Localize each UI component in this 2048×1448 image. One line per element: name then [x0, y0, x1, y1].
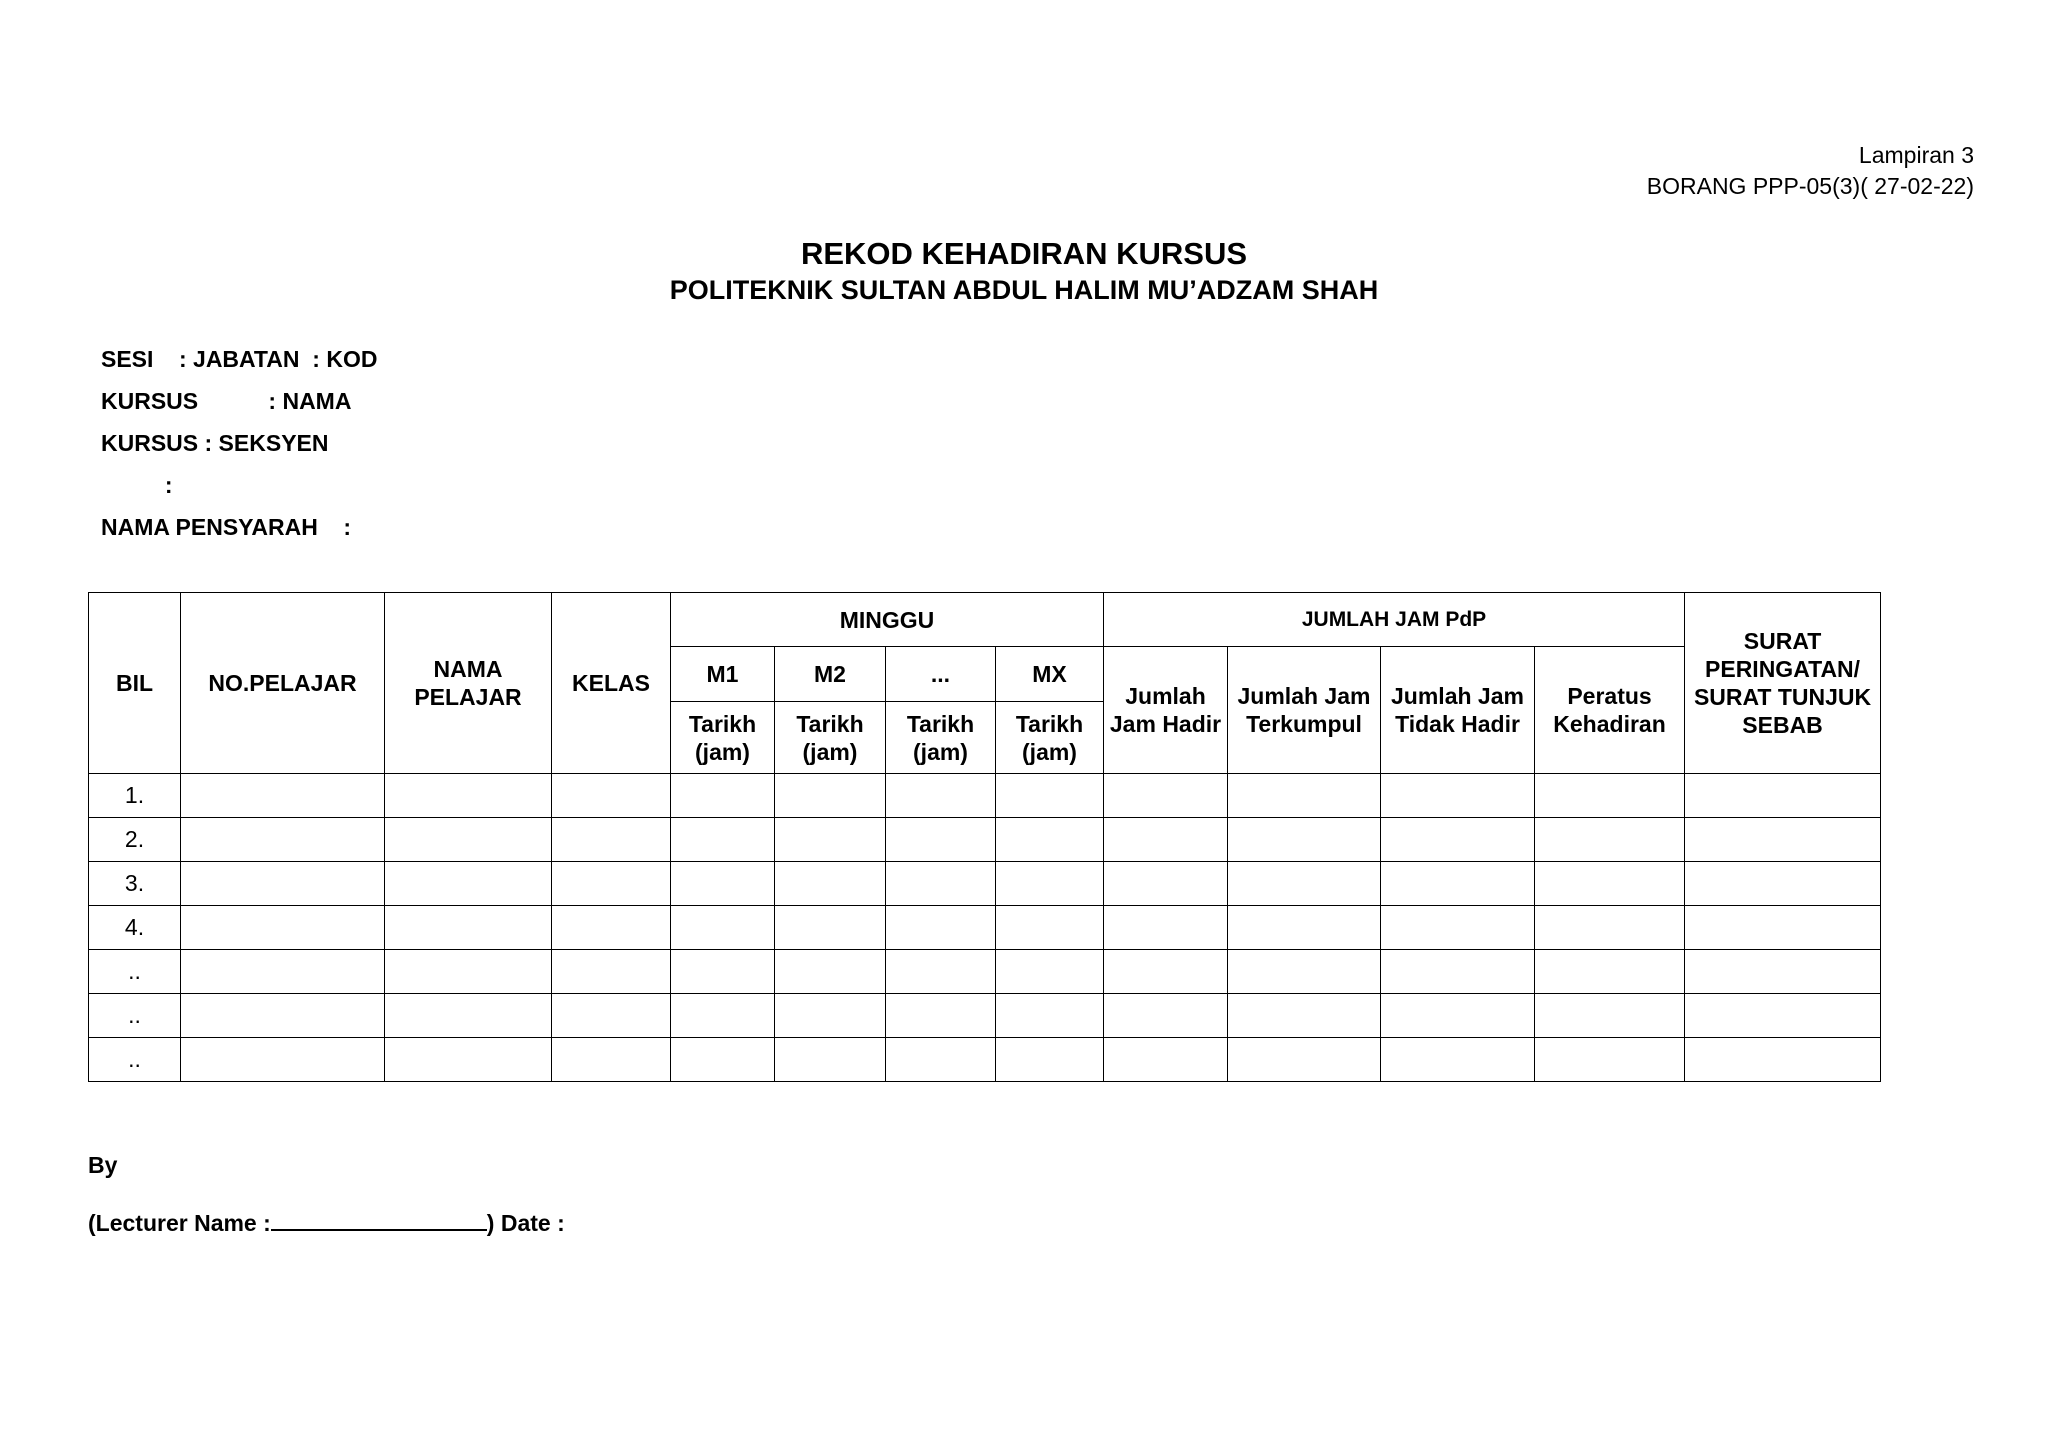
table-row — [89, 906, 1881, 950]
table-cell[interactable] — [181, 906, 385, 950]
table-cell[interactable] — [886, 1038, 996, 1082]
table-cell[interactable] — [775, 994, 886, 1038]
table-cell[interactable] — [1535, 774, 1685, 818]
row-number: 4. — [89, 906, 181, 950]
col-header-no-pelajar: NO.PELAJAR — [181, 593, 385, 774]
date-label: ) Date : — [486, 1210, 565, 1236]
table-row — [89, 818, 1881, 862]
table-cell[interactable] — [181, 994, 385, 1038]
table-cell[interactable] — [1104, 994, 1228, 1038]
table-cell[interactable] — [1104, 906, 1228, 950]
col-header-jumlah-jam-hadir: Jumlah Jam Hadir — [1104, 647, 1228, 774]
table-cell[interactable] — [385, 906, 552, 950]
form-reference — [1647, 140, 1974, 202]
table-cell[interactable] — [671, 774, 775, 818]
table-cell[interactable] — [385, 950, 552, 994]
week-header-ellipsis: ... — [886, 647, 996, 702]
row-number: .. — [89, 950, 181, 994]
table-cell[interactable] — [1685, 818, 1881, 862]
table-cell[interactable] — [996, 818, 1104, 862]
info-line-colon: : — [101, 472, 173, 498]
info-line-session: SESI : JABATAN : KOD — [101, 346, 378, 372]
table-cell[interactable] — [671, 1038, 775, 1082]
table-cell[interactable] — [1685, 1038, 1881, 1082]
row-number: 1. — [89, 774, 181, 818]
week-header-mx: MX — [996, 647, 1104, 702]
table-row — [89, 994, 1881, 1038]
lecturer-name-blank[interactable] — [271, 1207, 487, 1231]
table-cell[interactable] — [1228, 994, 1381, 1038]
table-row — [89, 774, 1881, 818]
attendance-table — [88, 592, 1881, 1082]
table-cell[interactable] — [1104, 950, 1228, 994]
table-cell[interactable] — [1535, 862, 1685, 906]
col-header-surat: SURAT PERINGATAN/ SURAT TUNJUK SEBAB — [1685, 593, 1881, 774]
table-cell[interactable] — [1104, 774, 1228, 818]
table-cell[interactable] — [1535, 950, 1685, 994]
table-cell[interactable] — [775, 1038, 886, 1082]
course-info — [101, 338, 377, 548]
table-cell[interactable] — [181, 950, 385, 994]
table-cell[interactable] — [1104, 862, 1228, 906]
table-cell[interactable] — [775, 906, 886, 950]
tarikh-header: Tarikh (jam) — [671, 702, 775, 774]
table-cell[interactable] — [886, 774, 996, 818]
table-cell[interactable] — [996, 994, 1104, 1038]
table-cell[interactable] — [181, 862, 385, 906]
table-cell[interactable] — [552, 862, 671, 906]
table-cell[interactable] — [671, 862, 775, 906]
table-cell[interactable] — [385, 774, 552, 818]
table-cell[interactable] — [385, 818, 552, 862]
table-cell[interactable] — [1228, 950, 1381, 994]
table-cell[interactable] — [1228, 1038, 1381, 1082]
table-cell[interactable] — [1104, 1038, 1228, 1082]
table-cell[interactable] — [552, 774, 671, 818]
col-header-nama-pelajar: NAMA PELAJAR — [385, 593, 552, 774]
table-cell[interactable] — [671, 950, 775, 994]
table-row — [89, 950, 1881, 994]
table-cell[interactable] — [1381, 994, 1535, 1038]
table-cell[interactable] — [1228, 906, 1381, 950]
table-cell[interactable] — [671, 818, 775, 862]
form-code: BORANG PPP-05(3)( 27-02-22) — [1646, 173, 1974, 199]
table-row — [89, 862, 1881, 906]
table-cell[interactable] — [886, 950, 996, 994]
table-cell[interactable] — [552, 1038, 671, 1082]
col-header-kelas: KELAS — [552, 593, 671, 774]
tarikh-header: Tarikh (jam) — [886, 702, 996, 774]
table-cell[interactable] — [1535, 906, 1685, 950]
table-cell[interactable] — [181, 818, 385, 862]
table-cell[interactable] — [1535, 1038, 1685, 1082]
table-cell[interactable] — [1381, 774, 1535, 818]
row-number: .. — [89, 1038, 181, 1082]
tarikh-header: Tarikh (jam) — [775, 702, 886, 774]
table-cell[interactable] — [996, 774, 1104, 818]
header-row-1 — [89, 593, 1881, 647]
table-cell[interactable] — [1381, 906, 1535, 950]
table-cell[interactable] — [1535, 818, 1685, 862]
table-cell[interactable] — [552, 950, 671, 994]
table-cell[interactable] — [671, 994, 775, 1038]
page-title: REKOD KEHADIRAN KURSUS — [800, 236, 1248, 271]
table-cell[interactable] — [775, 774, 886, 818]
by-label: By — [88, 1152, 118, 1178]
table-cell[interactable] — [1685, 906, 1881, 950]
col-header-jumlah-jam-terkumpul: Jumlah Jam Terkumpul — [1228, 647, 1381, 774]
appendix-label: Lampiran 3 — [1858, 142, 1974, 168]
table-cell[interactable] — [181, 774, 385, 818]
table-cell[interactable] — [385, 1038, 552, 1082]
table-cell[interactable] — [886, 862, 996, 906]
table-cell[interactable] — [1228, 818, 1381, 862]
table-cell[interactable] — [385, 994, 552, 1038]
info-line-lecturer: NAMA PENSYARAH : — [101, 514, 352, 540]
table-cell[interactable] — [1228, 774, 1381, 818]
table-cell[interactable] — [775, 862, 886, 906]
week-header-m2: M2 — [775, 647, 886, 702]
table-cell[interactable] — [1228, 862, 1381, 906]
table-cell[interactable] — [886, 906, 996, 950]
info-line-course: KURSUS : NAMA — [101, 388, 352, 414]
info-line-section: KURSUS : SEKSYEN — [101, 430, 329, 456]
table-body — [89, 774, 1881, 1082]
col-header-peratus-kehadiran: Peratus Kehadiran — [1535, 647, 1685, 774]
table-cell[interactable] — [775, 950, 886, 994]
table-cell[interactable] — [1381, 818, 1535, 862]
table-cell[interactable] — [1685, 862, 1881, 906]
table-cell[interactable] — [1535, 994, 1685, 1038]
table-cell[interactable] — [552, 906, 671, 950]
institution-name: POLITEKNIK SULTAN ABDUL HALIM MU’ADZAM SHAH — [669, 275, 1379, 305]
table-cell[interactable] — [1685, 950, 1881, 994]
table-cell[interactable] — [1685, 994, 1881, 1038]
table-cell[interactable] — [1381, 862, 1535, 906]
col-header-bil: BIL — [89, 593, 181, 774]
lecturer-name-label: (Lecturer Name : — [88, 1210, 271, 1236]
table-cell[interactable] — [552, 994, 671, 1038]
table-cell[interactable] — [996, 1038, 1104, 1082]
week-header-m1: M1 — [671, 647, 775, 702]
table-cell[interactable] — [1381, 1038, 1535, 1082]
signature-line — [88, 1207, 565, 1237]
table-cell[interactable] — [996, 862, 1104, 906]
table-cell[interactable] — [775, 818, 886, 862]
col-header-minggu: MINGGU — [671, 593, 1104, 647]
table-cell[interactable] — [1104, 818, 1228, 862]
table-row — [89, 1038, 1881, 1082]
row-number: 2. — [89, 818, 181, 862]
table-cell[interactable] — [996, 906, 1104, 950]
table-cell[interactable] — [996, 950, 1104, 994]
table-cell[interactable] — [1381, 950, 1535, 994]
col-header-jumlah-jam-tidak-hadir: Jumlah Jam Tidak Hadir — [1381, 647, 1535, 774]
col-header-jumlah-jam: JUMLAH JAM PdP — [1104, 593, 1685, 647]
table-cell[interactable] — [552, 818, 671, 862]
row-number: 3. — [89, 862, 181, 906]
table-cell[interactable] — [671, 906, 775, 950]
table-cell[interactable] — [886, 994, 996, 1038]
table-cell[interactable] — [886, 818, 996, 862]
table-cell[interactable] — [181, 1038, 385, 1082]
table-cell[interactable] — [1685, 774, 1881, 818]
tarikh-header: Tarikh (jam) — [996, 702, 1104, 774]
row-number: .. — [89, 994, 181, 1038]
table-cell[interactable] — [385, 862, 552, 906]
